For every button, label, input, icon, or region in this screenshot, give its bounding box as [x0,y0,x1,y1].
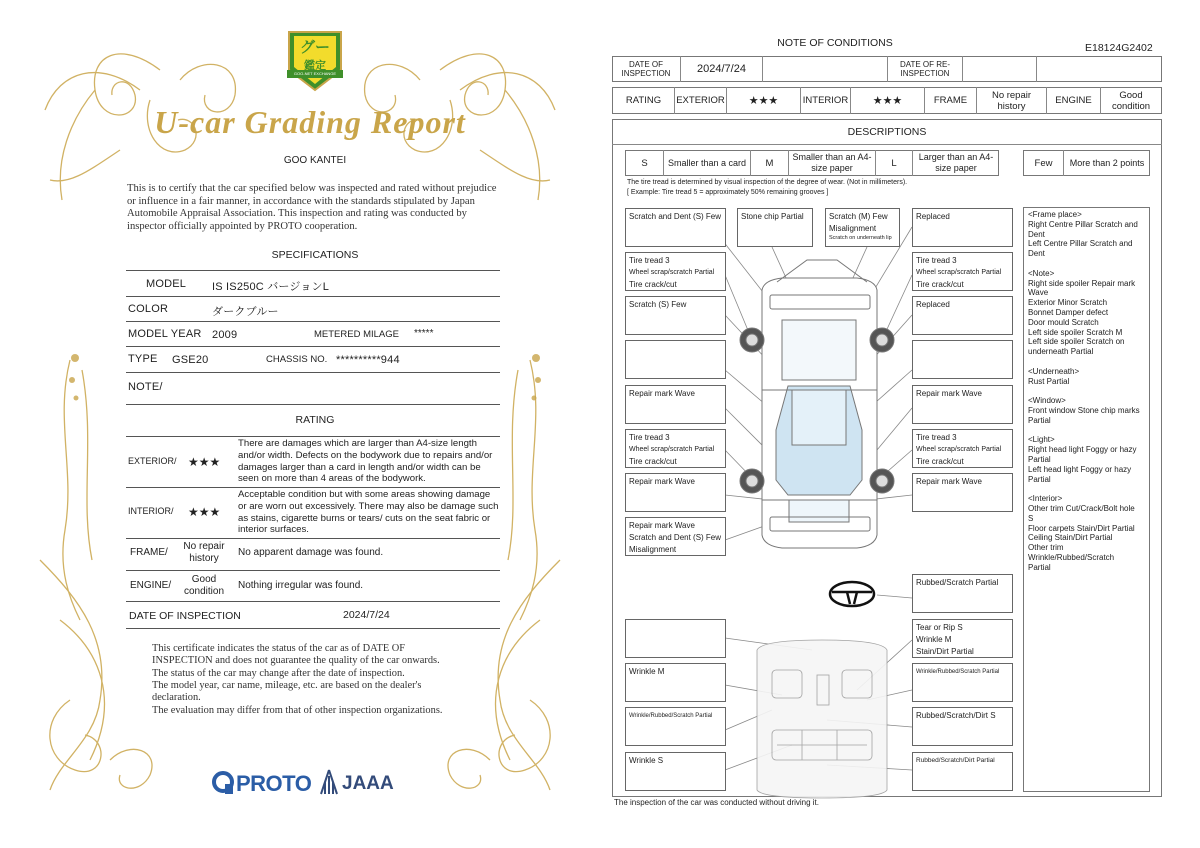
exterior-label: EXTERIOR/ [128,456,177,466]
interior-stars: ★★★ [188,505,221,519]
document-id: E18124G2402 [1085,42,1153,54]
certification-text: This is to certify that the car specified below was inspected and rated without prejudice or influence in a fair manner, in accordance with the standards stipulated by Japan Automobile Appraisal Association. This inspection and rating was conducted by inspector officially appointed by PROTO cooperation. [127,183,497,232]
note-line: <Window> [1028,396,1066,406]
note-label: NOTE/ [128,381,163,393]
specifications-heading: SPECIFICATIONS [271,249,359,261]
note-line: Wrinkle/Rubbed/Scratch [1028,552,1115,562]
interior-box-left-door-trim: Wrinkle/Rubbed/Scratch Partial [625,707,726,746]
damage-box-left-fender: Scratch (S) Few [625,296,726,335]
note-line: Other trim Cut/Crack/Bolt hole [1028,503,1135,513]
damage-box-front-left: Scratch and Dent (S) Few [625,208,726,247]
damage-box-front-right: Replaced [912,208,1013,247]
disclaimer-1: This certificate indicates the status of the car as of DATE OF INSPECTION and does not guarantee the quality of the car onwards. [152,643,440,667]
rating-heading: RATING [295,414,335,426]
exterior-stars-cell: ★★★ [748,94,779,107]
badge-main-text: 鑑定 [304,60,326,72]
proto-logo-mark [212,770,236,796]
engine-header: ENGINE [1055,95,1092,106]
legend-s-desc: Smaller than a card [667,157,747,168]
damage-box-right-rear-door: Repair mark Wave [912,385,1013,424]
note-line: Other trim [1028,543,1064,553]
note-line: Rust Partial [1028,376,1070,386]
legend-l: L [891,157,897,169]
date-of-reinspection-header: DATE OF RE-INSPECTION [899,60,951,78]
interior-box-steering: Rubbed/Scratch Partial [912,574,1013,613]
engine-label: ENGINE/ [130,580,172,591]
note-line: <Note> [1028,268,1055,278]
rating-header: RATING [625,95,662,106]
damage-box-front-bumper: Scratch (M) Few Misalignment Scratch on underneath lip [825,208,900,247]
interior-label: INTERIOR/ [128,506,174,516]
note-line: S [1028,513,1034,523]
note-of-conditions-title: NOTE OF CONDITIONS [777,37,893,49]
interior-header: INTERIOR [802,95,849,106]
damage-box-right-front-door [912,340,1013,379]
disclaimer-2: The status of the car may change after the date of inspection. [152,668,405,679]
color-value: ダークブルー [212,306,279,318]
note-line: Left head light Foggy or hazy [1028,464,1132,474]
interior-box-ceiling: Tear or Rip S Wrinkle M Stain/Dirt Partial [912,619,1013,658]
note-line: Partial [1028,474,1051,484]
frame-header: FRAME [933,95,968,106]
model-year-label: MODEL YEAR [128,328,202,340]
date-of-inspection-header: DATE OF INSPECTION [621,60,671,78]
exterior-stars: ★★★ [188,455,221,469]
model-year-value: 2009 [212,329,238,341]
interior-box-left-front-seat: Wrinkle M [625,663,726,702]
color-label: COLOR [128,303,169,315]
note-line: Ceiling Stain/Dirt Partial [1028,533,1113,543]
date-of-inspection-cell: 2024/7/24 [697,62,746,75]
jaaa-logo-mark [318,768,340,796]
note-line: Floor carpets Stain/Dirt Partial [1028,523,1135,533]
legend-l-desc: Larger than an A4-size paper [918,152,994,173]
descriptions-heading: DESCRIPTIONS [847,125,927,138]
chassis-value: **********944 [336,354,400,366]
proto-logo-text: PROTO [236,771,312,796]
note-line: Bonnet Damper defect [1028,307,1109,317]
tire-note: The tire tread is determined by visual inspection of the degree of wear. (Not in millimeters). [627,179,908,186]
interior-description: Acceptable condition but with some areas showing damage or are worn out excessively. There may also be damage such as stains, cigarette burns or tears/ cuts on the seat fabric or interior surfaces. [238,489,499,536]
legend-m: M [765,157,774,169]
note-line: <Light> [1028,435,1055,445]
notes-list [1028,210,1148,572]
chassis-label: CHASSIS NO. [266,354,328,365]
note-line: Left side spoiler Scratch M [1028,327,1123,337]
damage-box-rear: Repair mark Wave Scratch and Dent (S) Few Misalignment [625,517,726,556]
metered-mileage-value: ***** [414,328,434,339]
engine-description: Nothing irregular was found. [238,580,364,591]
legend-m-desc: Smaller than an A4-size paper [792,152,872,173]
badge-top-text: グー [299,39,330,56]
report-title: U-car Grading Report [154,104,466,140]
damage-box-windscreen: Stone chip Partial [737,208,813,247]
interior-box-right-front-seat: Wrinkle/Rubbed/Scratch Partial [912,663,1013,702]
damage-box-right-quarter: Repair mark Wave [912,473,1013,512]
legend-few: Few [1034,157,1053,169]
exterior-description: There are damages which are larger than A4-size length and/or width. Defects on the bodywork due to repairs and/or damages larger than a card in length and/or width can be seen on more than 4 areas of the bodywork. [238,438,493,485]
note-line: Partial [1028,454,1051,464]
damage-box-left-rear-door: Repair mark Wave [625,385,726,424]
note-line: Partial [1028,562,1051,572]
interior-box-dashboard [625,619,726,658]
note-line: underneath Partial [1028,347,1094,357]
legend-few-desc: More than 2 points [1069,157,1145,168]
note-line: Dent [1028,229,1045,239]
note-line: Left Centre Pillar Scratch and [1028,239,1133,249]
note-line: Door mould Scratch [1028,317,1099,327]
model-label: MODEL [146,278,187,290]
engine-value-cell: Good condition [1111,89,1151,112]
date-of-inspection-value: 2024/7/24 [343,609,390,621]
frame-value-cell: No repair history [991,89,1032,112]
date-of-inspection-label: DATE OF INSPECTION [129,610,241,622]
inspection-footer-note: The inspection of the car was conducted without driving it. [614,798,819,807]
note-line: Exterior Minor Scratch [1028,298,1108,308]
engine-value: Good condition [183,574,225,597]
note-line: Right head light Foggy or hazy [1028,445,1137,455]
tire-box-rear-right: Tire tread 3 Wheel scrap/scratch Partial Tire crack/cut [912,429,1013,468]
note-line: <Frame place> [1028,210,1082,219]
note-line: Left side spoiler Scratch on [1028,337,1125,347]
interior-box-right-door-trim: Rubbed/Scratch/Dirt S [912,707,1013,746]
note-line: <Interior> [1028,494,1063,504]
damage-box-left-front-door [625,340,726,379]
note-line: Dent [1028,249,1045,259]
jaaa-logo-text: JAAA [342,773,394,794]
tire-example: [ Example: Tire tread 5 = approximately 50% remaining grooves ] [627,189,829,196]
interior-box-rear-right: Rubbed/Scratch/Dirt Partial [912,752,1013,791]
frame-value: No repair history [183,541,225,564]
frame-description: No apparent damage was found. [238,547,384,558]
note-line: Wave [1028,288,1049,298]
note-line: Partial [1028,415,1051,425]
tire-box-rear-left: Tire tread 3 Wheel scrap/scratch Partial Tire crack/cut [625,429,726,468]
note-line: <Underneath> [1028,366,1080,376]
disclaimer-4: The evaluation may differ from that of other inspection organizations. [152,705,443,716]
damage-box-left-quarter: Repair mark Wave [625,473,726,512]
legend-s: S [641,157,648,169]
tire-box-front-right: Tire tread 3 Wheel scrap/scratch Partial Tire crack/cut [912,252,1013,291]
tire-box-front-left: Tire tread 3 Wheel scrap/scratch Partial Tire crack/cut [625,252,726,291]
note-line: Right side spoiler Repair mark [1028,278,1136,288]
badge-ribbon-text: GOO-NET EXCHANGE [293,71,337,76]
damage-box-right-fender: Replaced [912,296,1013,335]
model-value: IS IS250C バージョンL [212,281,330,293]
frame-label: FRAME/ [130,547,168,558]
disclaimer-3: The model year, car name, mileage, etc. are based on the dealer's declaration. [152,680,422,704]
goo-kantei-label: GOO KANTEI [283,155,347,166]
note-line: Right Centre Pillar Scratch and [1028,219,1138,229]
exterior-header: EXTERIOR [676,95,725,106]
note-line: Front window Stone chip marks [1028,405,1140,415]
type-value: GSE20 [172,354,209,366]
interior-box-rear-left: Wrinkle S [625,752,726,791]
metered-mileage-label: METERED MILAGE [314,329,399,340]
interior-stars-cell: ★★★ [872,94,903,107]
type-label: TYPE [128,353,158,365]
